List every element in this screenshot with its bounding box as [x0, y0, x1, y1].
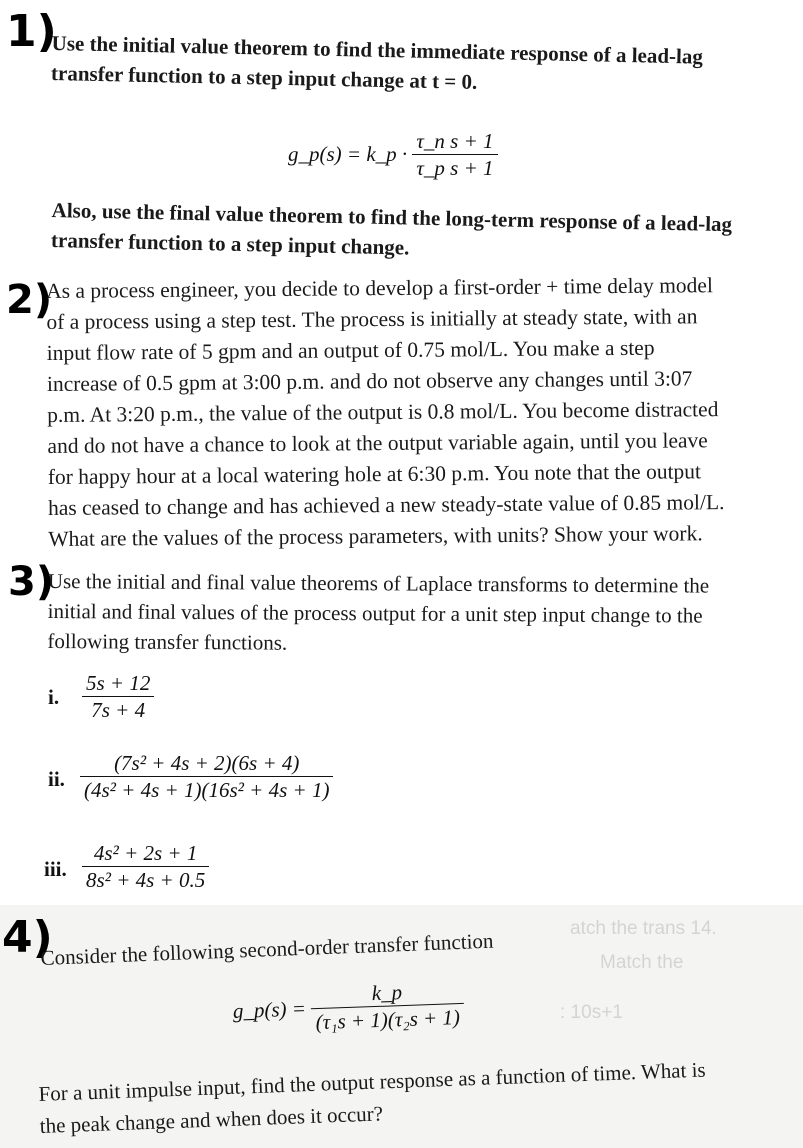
problem-4-equation-fraction [310, 977, 464, 1035]
item-iii-label: iii. [44, 857, 67, 881]
problem-2-line: of a process using a step test. The process is initially at steady state, with an [46, 304, 698, 334]
problem-4-equation-lhs: g_p(s) = [232, 996, 307, 1023]
problem-4-line-1: For a unit impulse input, find the output response as a function of time. What is [38, 1057, 707, 1106]
problem-1-equation-denominator: τ_p s + 1 [416, 156, 494, 180]
item-i-denominator: 7s + 4 [91, 698, 146, 722]
problem-1-followup [51, 195, 792, 270]
problem-2-marker: 2) [6, 277, 53, 323]
problem-2-line: input flow rate of 5 gpm and an output of 0.75 mol/L. You make a step [46, 335, 655, 365]
problem-1-followup-line-1: Also, use the final value theorem to find the long-term response of a lead-lag [51, 197, 733, 237]
bleed-through-right: atch the trans 14. [570, 918, 717, 939]
item-iii-denominator: 8s² + 4s + 0.5 [86, 868, 206, 892]
problem-2-line: p.m. At 3:20 p.m., the value of the output is 0.8 mol/L. You become distracted [47, 397, 719, 427]
item-ii-label: ii. [48, 767, 65, 791]
item-iii-fraction [82, 840, 209, 893]
problem-4-equation [232, 977, 464, 1038]
problem-2-line: for happy hour at a local watering hole at 6:30 p.m. You note that the output [47, 459, 702, 489]
item-iii-numerator: 4s² + 2s + 1 [82, 840, 209, 867]
problem-3-marker: 3) [8, 559, 55, 605]
problem-1-equation [288, 128, 498, 181]
item-ii-fraction [80, 750, 333, 803]
problem-1-intro [51, 28, 792, 103]
problem-1-equation-numerator: τ_n s + 1 [412, 128, 497, 155]
problem-1-followup-line-2: transfer function to a step input change. [50, 227, 410, 260]
problem-3-line: Use the initial and final value theorems of Laplace transforms to determine the [47, 568, 710, 598]
item-i-fraction [82, 670, 154, 723]
item-i-label: i. [48, 685, 60, 709]
item-iii-equation [82, 840, 209, 893]
bleed-through-margin: Match the [600, 952, 684, 973]
problem-4-intro: Consider the following second-order transfer function [40, 928, 494, 970]
item-ii-numerator: (7s² + 4s + 2)(6s + 4) [80, 750, 333, 777]
item-ii-equation [80, 750, 333, 803]
problem-4-line-2: the peak change and when does it occur? [39, 1101, 384, 1138]
item-ii-denominator: (4s² + 4s + 1)(16s² + 4s + 1) [84, 778, 330, 802]
problem-2-line: has ceased to change and has achieved a new steady-state value of 0.85 mol/L. [47, 490, 725, 520]
item-i-numerator: 5s + 12 [82, 670, 154, 697]
problem-3-text [47, 566, 788, 661]
problem-2-text [46, 270, 792, 555]
problem-2-line: As a process engineer, you decide to develop a first-order + time delay model [46, 273, 714, 303]
problem-2-line: and do not have a chance to look at the output variable again, until you leave [47, 428, 708, 458]
problem-4-equation-denominator: (τ₁s + 1)(τ₂s + 1) [315, 1005, 461, 1035]
problem-4-marker: 4) [2, 912, 53, 963]
problem-4-equation-numerator: k_p [310, 977, 463, 1009]
problem-1-equation-fraction [412, 128, 497, 181]
problem-2-line: What are the values of the process parameters, with units? Show your work. [48, 521, 703, 551]
problem-1-line-2: transfer function to a step input change at t = 0. [50, 60, 478, 94]
problem-1-equation-lhs: g_p(s) = k_p · [288, 142, 408, 166]
bleed-through-column: : 10s+1 [560, 1002, 623, 1023]
problem-3-line: initial and final values of the process output for a unit step input change to the [47, 598, 703, 628]
item-i-equation [82, 670, 154, 723]
problem-1-marker: 1) [6, 6, 57, 57]
problem-2-line: increase of 0.5 gpm at 3:00 p.m. and do not observe any changes until 3:07 [46, 366, 693, 396]
problem-3-line: following transfer functions. [47, 628, 288, 655]
problem-1-line-1: Use the initial value theorem to find the immediate response of a lead-lag [51, 30, 704, 69]
